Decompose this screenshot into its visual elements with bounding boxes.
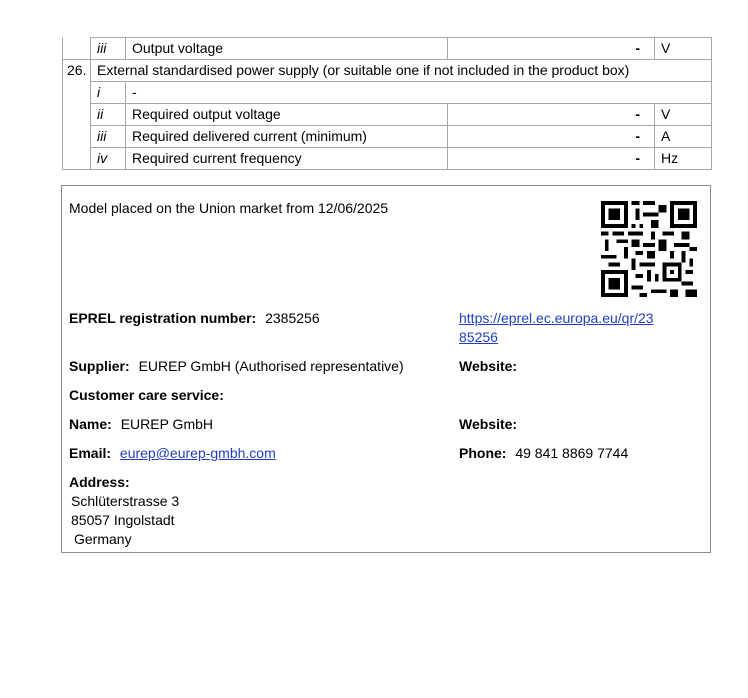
row-label: Required delivered current (minimum) xyxy=(126,126,448,148)
eprel-label: EPREL registration number: xyxy=(69,310,257,326)
eprel-link-line1[interactable]: https://eprel.ec.europa.eu/qr/23 xyxy=(459,310,654,326)
email-link[interactable]: eurep@eurep-gmbh.com xyxy=(119,445,276,461)
name-row xyxy=(69,416,213,432)
section-row xyxy=(63,60,712,82)
row-roman: iii xyxy=(91,38,126,60)
eprel-number: 2385256 xyxy=(265,310,320,326)
power-supply-table xyxy=(62,37,712,170)
row-unit: Hz xyxy=(655,148,712,170)
phone-label: Phone: xyxy=(459,445,507,461)
row-roman: iii xyxy=(91,126,126,148)
address-line: Germany xyxy=(74,531,132,547)
row-value: - xyxy=(448,104,655,126)
supplier-label: Supplier: xyxy=(69,358,130,374)
address-line: Schlüterstrasse 3 xyxy=(71,493,180,509)
row-value: - xyxy=(448,126,655,148)
row-label: - xyxy=(126,82,712,104)
row-unit: A xyxy=(655,126,712,148)
row-number-cell xyxy=(63,82,91,104)
row-value: - xyxy=(448,38,655,60)
eprel-row xyxy=(69,310,320,326)
email-row xyxy=(69,445,276,461)
row-number-cell xyxy=(63,38,91,60)
table-row xyxy=(63,126,712,148)
eprel-link-line2[interactable]: 85256 xyxy=(459,329,498,345)
customer-care-heading: Customer care service: xyxy=(69,387,224,403)
row-roman: ii xyxy=(91,104,126,126)
table-row xyxy=(63,38,712,60)
supplier-row xyxy=(69,358,404,374)
row-label: Output voltage xyxy=(126,38,448,60)
row-label: Required output voltage xyxy=(126,104,448,126)
table-row xyxy=(63,82,712,104)
section-number: 26. xyxy=(63,60,91,82)
row-roman: i xyxy=(91,82,126,104)
email-label: Email: xyxy=(69,445,112,461)
row-value: - xyxy=(448,148,655,170)
table-row xyxy=(63,104,712,126)
row-number-cell xyxy=(63,104,91,126)
phone-value: 49 841 8869 7744 xyxy=(515,445,629,461)
website-label: Website: xyxy=(459,358,518,374)
row-label: Required current frequency xyxy=(126,148,448,170)
table-row xyxy=(63,148,712,170)
address-line: 85057 Ingolstadt xyxy=(71,512,175,528)
section-title: External standardised power supply (or suitable one if not included in the product box) xyxy=(91,60,712,82)
website-label: Website: xyxy=(459,416,518,432)
name-label: Name: xyxy=(69,416,112,432)
row-roman: iv xyxy=(91,148,126,170)
phone-row xyxy=(459,445,628,461)
qr-code[interactable] xyxy=(601,201,697,297)
row-unit: V xyxy=(655,104,712,126)
supplier-value: EUREP GmbH (Authorised representative) xyxy=(138,358,404,374)
row-unit: V xyxy=(655,38,712,60)
name-value: EUREP GmbH xyxy=(120,416,214,432)
row-number-cell xyxy=(63,148,91,170)
row-number-cell xyxy=(63,126,91,148)
market-date: Model placed on the Union market from 12/06/2025 xyxy=(69,200,389,216)
address-label: Address: xyxy=(69,474,130,490)
